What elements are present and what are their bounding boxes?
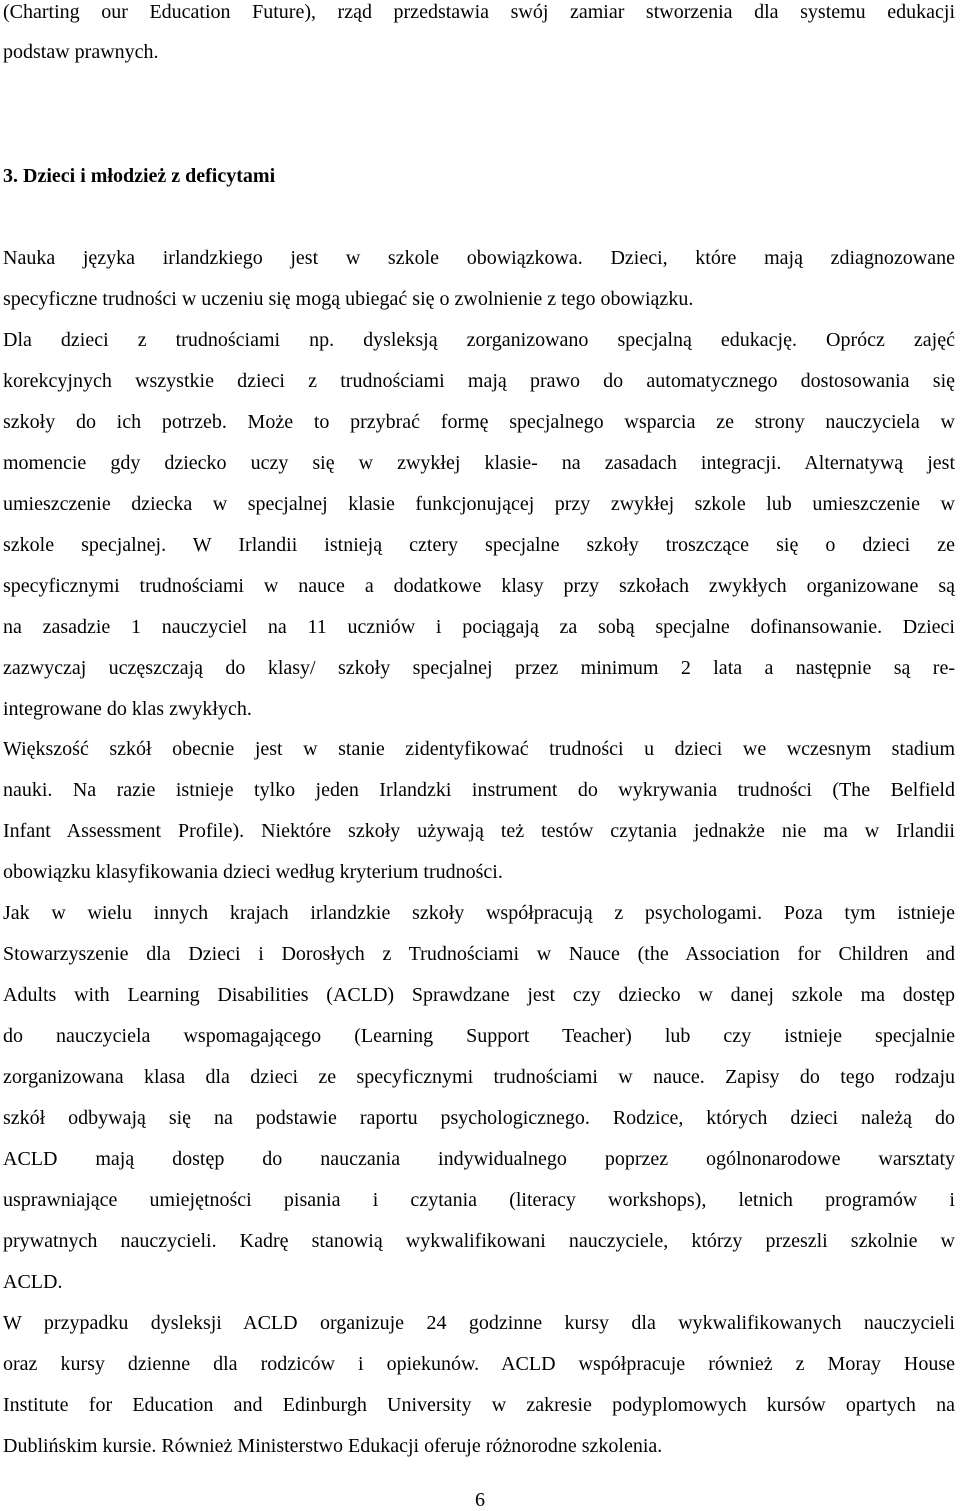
text-line: umieszczenie dziecka w specjalnej klasie funkcjonującej przy zwykłej szkole lub umieszczenie w	[3, 493, 955, 515]
text-line: prywatnych nauczycieli. Kadrę stanowią wykwalifikowani nauczyciele, którzy przeszli szkolnie w	[3, 1230, 955, 1252]
section-heading: 3. Dzieci i młodzież z deficytami	[3, 165, 276, 187]
text-line: usprawniające umiejętności pisania i czytania (literacy workshops), letnich programów i	[3, 1189, 955, 1211]
text-line: Stowarzyszenie dla Dzieci i Dorosłych z Trudnościami w Nauce (the Association for Children and	[3, 943, 955, 965]
text-line: ACLD mają dostęp do nauczania indywidualnego poprzez ogólnonarodowe warsztaty	[3, 1148, 955, 1170]
text-line: (Charting our Education Future), rząd przedstawia swój zamiar stworzenia dla systemu edukacji	[3, 1, 955, 23]
text-line: nauki. Na razie istnieje tylko jeden Irlandzki instrument do wykrywania trudności (The Belfield	[3, 779, 955, 801]
text-line: szkole specjalnej. W Irlandii istnieją cztery specjalne szkoły troszczące się o dzieci ze	[3, 534, 955, 556]
text-line: do nauczyciela wspomagającego (Learning Support Teacher) lub czy istnieje specjalnie	[3, 1025, 955, 1047]
page-number: 6	[475, 1489, 485, 1511]
text-line: zazwyczaj uczęszczają do klasy/ szkoły specjalnej przez minimum 2 lata a następnie są re-	[3, 657, 955, 679]
text-line: korekcyjnych wszystkie dzieci z trudnościami mają prawo do automatycznego dostosowania się	[3, 370, 955, 392]
text-line: Adults with Learning Disabilities (ACLD) Sprawdzane jest czy dziecko w danej szkole ma dostęp	[3, 984, 955, 1006]
text-line: integrowane do klas zwykłych.	[3, 698, 252, 720]
text-line: W przypadku dysleksji ACLD organizuje 24 godzinne kursy dla wykwalifikowanych nauczycieli	[3, 1312, 955, 1334]
text-line: na zasadzie 1 nauczyciel na 11 uczniów i pociągają za sobą specjalne dofinansowanie. Dzieci	[3, 616, 955, 638]
text-line: Dla dzieci z trudnościami np. dysleksją zorganizowano specjalną edukację. Oprócz zajęć	[3, 329, 955, 351]
text-line: Jak w wielu innych krajach irlandzkie szkoły współpracują z psychologami. Poza tym istnieje	[3, 902, 955, 924]
text-line: Dublińskim kursie. Również Ministerstwo Edukacji oferuje różnorodne szkolenia.	[3, 1435, 663, 1457]
text-line: Nauka języka irlandzkiego jest w szkole obowiązkowa. Dzieci, które mają zdiagnozowane	[3, 247, 955, 269]
text-line: podstaw prawnych.	[3, 41, 159, 63]
text-line: oraz kursy dzienne dla rodziców i opiekunów. ACLD współpracuje również z Moray House	[3, 1353, 955, 1375]
text-line: obowiązku klasyfikowania dzieci według kryterium trudności.	[3, 861, 503, 883]
text-line: Institute for Education and Edinburgh University w zakresie podyplomowych kursów opartych na	[3, 1394, 955, 1416]
text-line: szkoły do ich potrzeb. Może to przybrać formę specjalnego wsparcia ze strony nauczyciela w	[3, 411, 955, 433]
text-line: momencie gdy dziecko uczy się w zwykłej klasie- na zasadach integracji. Alternatywą jest	[3, 452, 955, 474]
text-line: Infant Assessment Profile). Niektóre szkoły używają też testów czytania jednakże nie ma w Irlandii	[3, 820, 955, 842]
text-line: szkół odbywają się na podstawie raportu psychologicznego. Rodzice, których dzieci należą do	[3, 1107, 955, 1129]
text-line: specyficzne trudności w uczeniu się mogą ubiegać się o zwolnienie z tego obowiązku.	[3, 288, 694, 310]
text-line: Większość szkół obecnie jest w stanie zidentyfikować trudności u dzieci we wczesnym stadium	[3, 738, 955, 760]
text-line: zorganizowana klasa dla dzieci ze specyficznymi trudnościami w nauce. Zapisy do tego rodzaju	[3, 1066, 955, 1088]
text-line: specyficznymi trudnościami w nauce a dodatkowe klasy przy szkołach zwykłych organizowane są	[3, 575, 955, 597]
text-line: ACLD.	[3, 1271, 63, 1293]
